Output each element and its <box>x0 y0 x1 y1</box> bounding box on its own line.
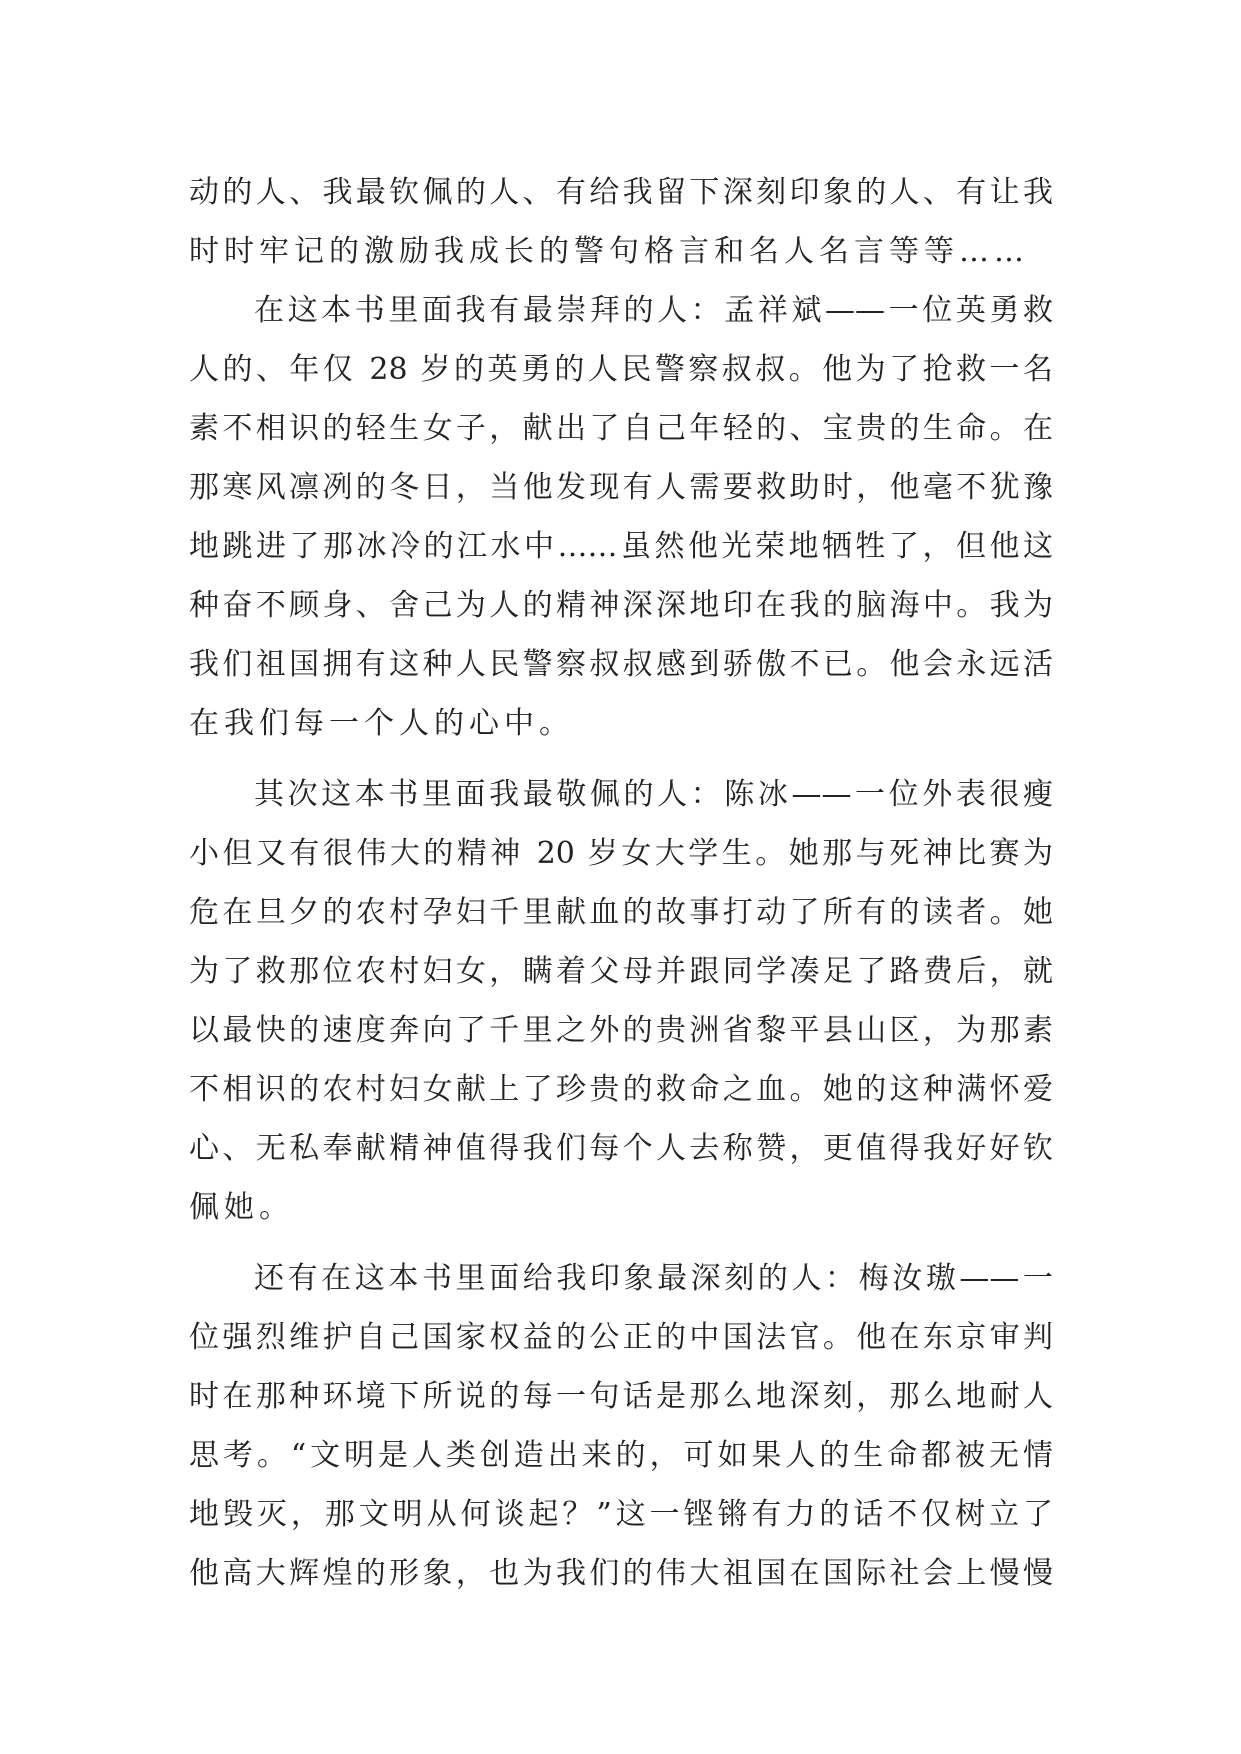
document-body <box>189 163 1053 1603</box>
paragraph-gap <box>189 1237 1053 1249</box>
text-line: 心、无私奉献精神值得我们每个人去称赞，更值得我好好钦 <box>189 1131 1053 1166</box>
paragraph <box>189 765 1053 1237</box>
text-line: 时时牢记的激励我成长的警句格言和名人名言等等…… <box>189 234 1029 269</box>
text-line: 位强烈维护自己国家权益的公正的中国法官。他在东京审判 <box>189 1320 1053 1355</box>
text-line: 素不相识的轻生女子，献出了自己年轻的、宝贵的生命。在 <box>189 411 1053 446</box>
text-line: 地毁灭，那文明从何谈起？”这一铿锵有力的话不仅树立了 <box>189 1497 1053 1532</box>
text-line: 动的人、我最钦佩的人、有给我留下深刻印象的人、有让我 <box>189 175 1053 210</box>
text-line: 在我们每一个人的心中。 <box>189 706 574 741</box>
text-line: 佩她。 <box>189 1190 294 1225</box>
text-line: 地跳进了那冰冷的江水中……虽然他光荣地牺牲了，但他这 <box>189 529 1053 564</box>
paragraph-gap <box>189 753 1053 765</box>
text-line: 小但又有很伟大的精神 20 岁女大学生。她那与死神比赛为 <box>189 836 1053 871</box>
text-line: 以最快的速度奔向了千里之外的贵洲省黎平县山区，为那素 <box>189 1013 1053 1048</box>
text-line: 那寒风凛冽的冬日，当他发现有人需要救助时，他毫不犹豫 <box>189 470 1053 505</box>
text-line: 为了救那位农村妇女，瞒着父母并跟同学凑足了路费后，就 <box>189 954 1053 989</box>
text-line: 在这本书里面我有最崇拜的人：孟祥斌——一位英勇救 <box>254 293 1053 328</box>
text-line: 思考。“文明是人类创造出来的，可如果人的生命都被无情 <box>189 1438 1053 1473</box>
text-line: 时在那种环境下所说的每一句话是那么地深刻，那么地耐人 <box>189 1379 1053 1414</box>
paragraph <box>189 281 1053 753</box>
text-line: 种奋不顾身、舍己为人的精神深深地印在我的脑海中。我为 <box>189 588 1053 623</box>
text-line: 人的、年仅 28 岁的英勇的人民警察叔叔。他为了抢救一名 <box>189 352 1053 387</box>
text-line: 我们祖国拥有这种人民警察叔叔感到骄傲不已。他会永远活 <box>189 647 1053 682</box>
paragraph <box>189 163 1053 281</box>
text-line: 还有在这本书里面给我印象最深刻的人：梅汝璈——一 <box>254 1261 1053 1296</box>
text-line: 不相识的农村妇女献上了珍贵的救命之血。她的这种满怀爱 <box>189 1072 1053 1107</box>
text-line: 危在旦夕的农村孕妇千里献血的故事打动了所有的读者。她 <box>189 895 1053 930</box>
text-line: 其次这本书里面我最敬佩的人：陈冰——一位外表很瘦 <box>254 777 1053 812</box>
text-line: 他高大辉煌的形象，也为我们的伟大祖国在国际社会上慢慢 <box>189 1556 1053 1591</box>
paragraph <box>189 1249 1053 1603</box>
